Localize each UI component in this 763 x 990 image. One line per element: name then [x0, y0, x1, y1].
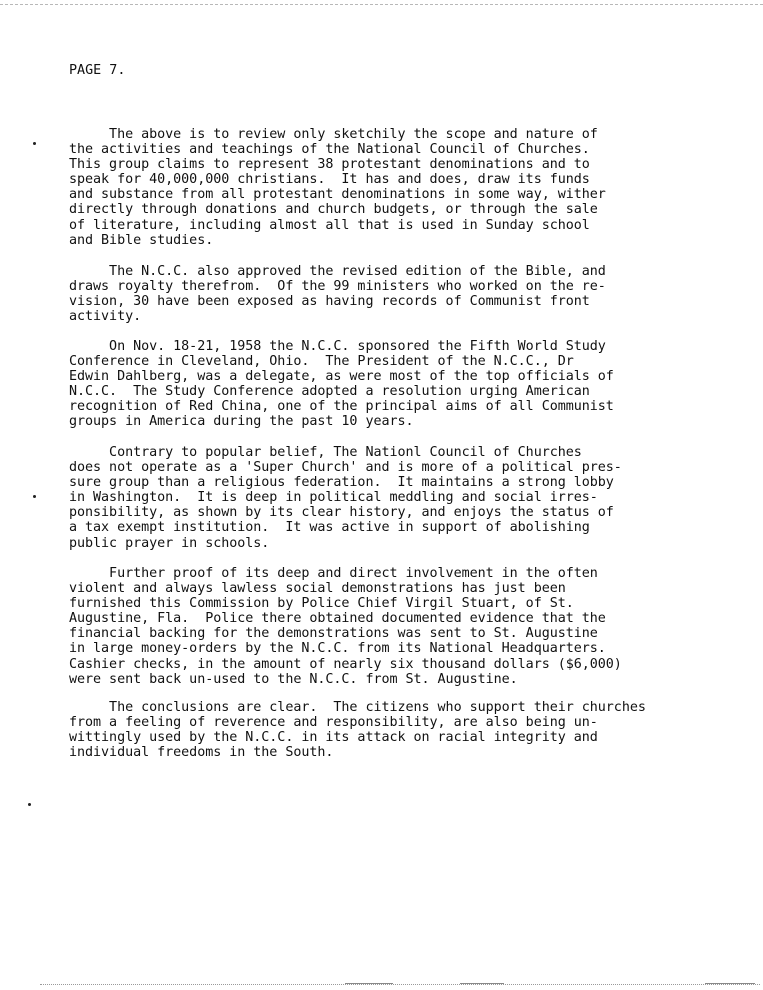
- margin-speck: [33, 142, 36, 145]
- page-number-label: PAGE 7.: [69, 63, 126, 78]
- bottom-scan-edge: [40, 984, 760, 985]
- margin-speck: [28, 803, 31, 806]
- paragraph-2: The N.C.C. also approved the revised edition of the Bible, and draws royalty therefrom. Of the 99 ministers who worked on the re- vision, 30 have been exposed as having records of Communist front activity.: [69, 264, 606, 325]
- paragraph-6: The conclusions are clear. The citizens who support their churches from a feeling of reverence and responsibility, are also being un- wittingly used by the N.C.C. in its attack on racial integrity and individual freedoms in the South.: [69, 700, 646, 761]
- margin-speck: [33, 495, 36, 498]
- bottom-scan-mark: [705, 983, 755, 984]
- paragraph-3: On Nov. 18-21, 1958 the N.C.C. sponsored the Fifth World Study Conference in Cleveland, Ohio. The President of the N.C.C., Dr Edwin Dahlberg, was a delegate, as were most of the top officials of N.C.C. The Study Conference adopted a resolution urging American recognition of Red China, one of the principal aims of all Communist groups in America during the past 10 years.: [69, 339, 614, 430]
- bottom-scan-mark: [345, 983, 393, 984]
- top-scan-edge: [0, 4, 763, 5]
- paragraph-5: Further proof of its deep and direct involvement in the often violent and always lawless social demonstrations has just been furnished this Commission by Police Chief Virgil Stuart, of St. Augustine, Fla. Police there obtained documented evidence that the financial backing for the demonstrations was sent to St. Augustine in large money-orders by the N.C.C. from its National Headquarters. Cashier checks, in the amount of nearly six thousand dollars ($6,000) were sent back un-used to the N.C.C. from St. Augustine.: [69, 566, 622, 687]
- bottom-scan-mark: [460, 983, 504, 984]
- paragraph-1: The above is to review only sketchily the scope and nature of the activities and teachings of the National Council of Churches. This group claims to represent 38 protestant denominations and to speak for 40,000,000 christians. It has and does, draw its funds and substance from all protestant denominations in some way, wither directly through donations and church budgets, or through the sale of literature, including almost all that is used in Sunday school and Bible studies.: [69, 127, 606, 248]
- paragraph-4: Contrary to popular belief, The Nationl Council of Churches does not operate as a 'Super Church' and is more of a political pres- sure group than a religious federation. It maintains a strong lobby in Washington. It is deep in political meddling and social irres- ponsibility, as shown by its clear history, and enjoys the status of a tax exempt institution. It was active in support of abolishing public prayer in schools.: [69, 445, 622, 551]
